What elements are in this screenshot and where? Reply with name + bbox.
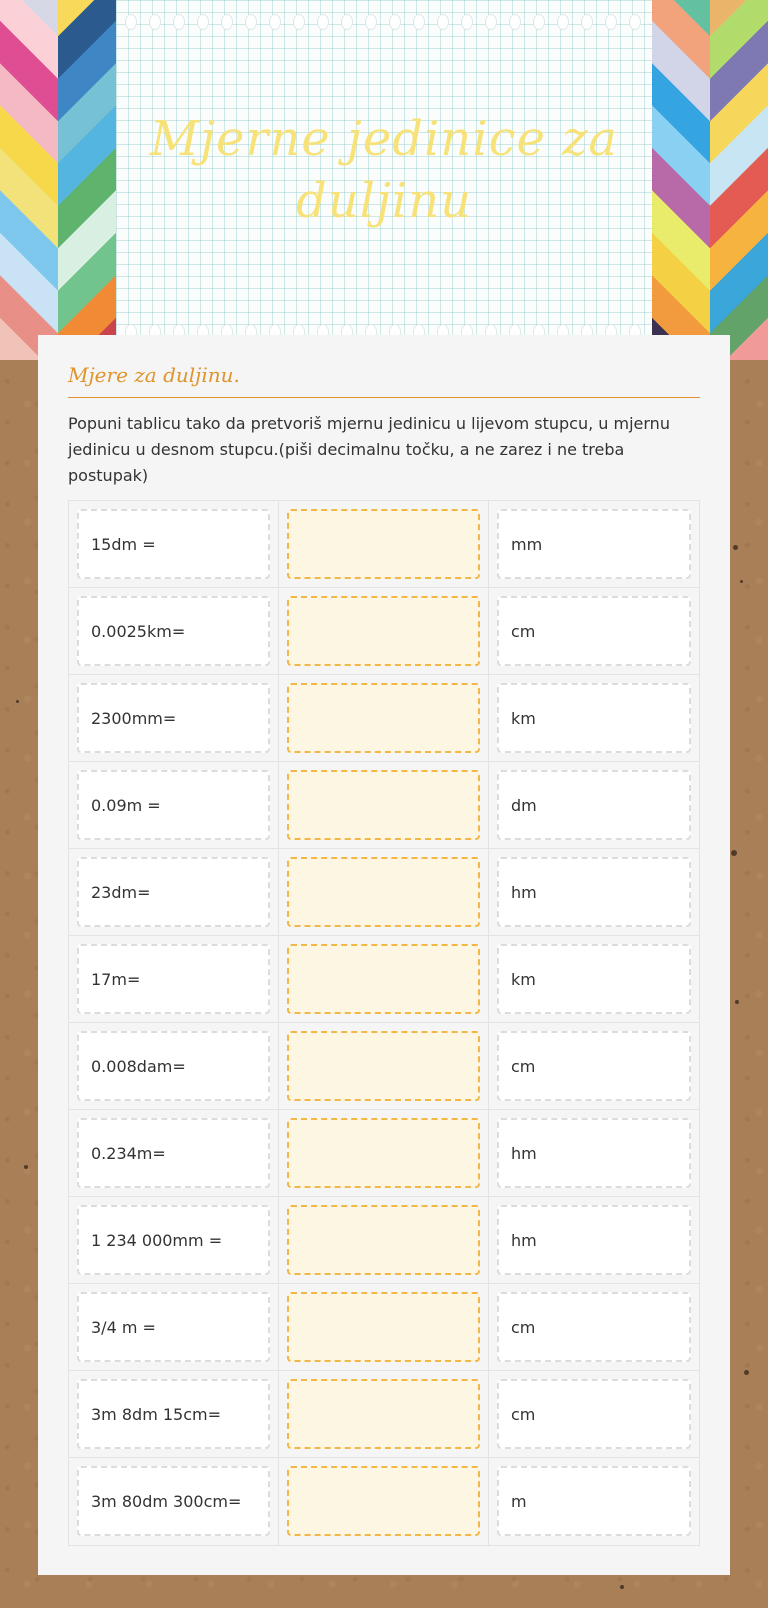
unit-cell: [489, 936, 699, 1022]
notebook-hole: [293, 14, 305, 30]
chevron-strip: [652, 0, 710, 360]
exercise-card: [38, 335, 730, 1575]
unit-cell: [489, 1110, 699, 1196]
question-cell: [69, 1371, 279, 1457]
question-cell: [69, 1110, 279, 1196]
answer-input[interactable]: [287, 683, 480, 753]
unit-cell: [489, 1284, 699, 1370]
question-cell: [69, 762, 279, 848]
unit-cell: [489, 675, 699, 761]
answer-input[interactable]: [287, 1466, 480, 1536]
question-text: 17m=: [77, 944, 270, 1014]
table-row: [69, 1458, 699, 1545]
answer-cell: [279, 936, 489, 1022]
question-text: 2300mm=: [77, 683, 270, 753]
question-text: 0.0025km=: [77, 596, 270, 666]
unit-text: m: [497, 1466, 691, 1536]
table-row: [69, 849, 699, 936]
speck: [744, 1370, 749, 1375]
answer-cell: [279, 762, 489, 848]
table-row: [69, 1197, 699, 1284]
notebook-hole: [149, 14, 161, 30]
chevron-strip: [58, 0, 116, 360]
chevron-strip: [710, 0, 768, 360]
unit-cell: [489, 588, 699, 674]
chevron-strip: [0, 0, 58, 360]
question-cell: [69, 501, 279, 587]
notebook-hole: [581, 14, 593, 30]
answer-cell: [279, 1371, 489, 1457]
answer-input[interactable]: [287, 1379, 480, 1449]
unit-text: dm: [497, 770, 691, 840]
question-text: 3m 8dm 15cm=: [77, 1379, 270, 1449]
worksheet-header: [0, 0, 768, 360]
table-row: [69, 501, 699, 588]
answer-cell: [279, 1023, 489, 1109]
notebook-hole: [461, 14, 473, 30]
answer-input[interactable]: [287, 1292, 480, 1362]
left-chevron-pattern: [0, 0, 116, 360]
notebook-hole: [389, 14, 401, 30]
question-cell: [69, 1023, 279, 1109]
unit-cell: [489, 1458, 699, 1545]
notebook-holes-top: [125, 14, 645, 30]
unit-text: cm: [497, 1031, 691, 1101]
notebook-hole: [125, 14, 137, 30]
table-row: [69, 1284, 699, 1371]
answer-input[interactable]: [287, 770, 480, 840]
question-text: 0.008dam=: [77, 1031, 270, 1101]
worksheet-title: Mjerne jedinice za duljinu: [149, 111, 619, 229]
answer-input[interactable]: [287, 1118, 480, 1188]
table-row: [69, 1023, 699, 1110]
notebook-hole: [245, 14, 257, 30]
conversion-table: [68, 500, 700, 1546]
notebook-hole: [197, 14, 209, 30]
question-text: 0.234m=: [77, 1118, 270, 1188]
answer-input[interactable]: [287, 857, 480, 927]
answer-cell: [279, 501, 489, 587]
question-cell: [69, 675, 279, 761]
unit-text: cm: [497, 1379, 691, 1449]
question-cell: [69, 1458, 279, 1545]
section-title: Mjere za duljinu.: [68, 363, 700, 398]
notebook-hole: [317, 14, 329, 30]
answer-input[interactable]: [287, 1031, 480, 1101]
unit-text: hm: [497, 857, 691, 927]
answer-input[interactable]: [287, 1205, 480, 1275]
unit-cell: [489, 849, 699, 935]
table-row: [69, 588, 699, 675]
notebook-hole: [533, 14, 545, 30]
notebook-hole: [221, 14, 233, 30]
question-text: 0.09m =: [77, 770, 270, 840]
answer-cell: [279, 1110, 489, 1196]
speck: [740, 580, 743, 583]
notebook-hole: [509, 14, 521, 30]
speck: [24, 1165, 28, 1169]
speck: [735, 1000, 739, 1004]
notebook-hole: [341, 14, 353, 30]
speck: [731, 850, 737, 856]
unit-cell: [489, 1197, 699, 1283]
table-row: [69, 1371, 699, 1458]
notebook-hole: [629, 14, 641, 30]
notebook-hole: [557, 14, 569, 30]
unit-cell: [489, 1371, 699, 1457]
unit-text: hm: [497, 1205, 691, 1275]
unit-cell: [489, 1023, 699, 1109]
speck: [620, 1585, 624, 1589]
answer-cell: [279, 1284, 489, 1370]
answer-cell: [279, 1197, 489, 1283]
unit-text: km: [497, 683, 691, 753]
answer-cell: [279, 1458, 489, 1545]
table-row: [69, 675, 699, 762]
question-text: 15dm =: [77, 509, 270, 579]
question-cell: [69, 849, 279, 935]
unit-text: km: [497, 944, 691, 1014]
question-text: 3/4 m =: [77, 1292, 270, 1362]
table-row: [69, 1110, 699, 1197]
notebook-hole: [485, 14, 497, 30]
question-text: 3m 80dm 300cm=: [77, 1466, 270, 1536]
answer-input[interactable]: [287, 509, 480, 579]
unit-text: mm: [497, 509, 691, 579]
unit-cell: [489, 762, 699, 848]
question-text: 23dm=: [77, 857, 270, 927]
notebook-hole: [413, 14, 425, 30]
unit-text: cm: [497, 1292, 691, 1362]
table-row: [69, 762, 699, 849]
instructions-text: Popuni tablicu tako da pretvoriš mjernu jedinicu u lijevom stupcu, u mjernu jedinicu u desnom stupcu.(piši decimalnu točku, a ne zarez i ne treba postupak): [68, 414, 670, 485]
question-cell: [69, 936, 279, 1022]
answer-cell: [279, 588, 489, 674]
notebook-hole: [437, 14, 449, 30]
right-chevron-pattern: [652, 0, 768, 360]
question-cell: [69, 588, 279, 674]
table-row: [69, 936, 699, 1023]
unit-text: cm: [497, 596, 691, 666]
answer-input[interactable]: [287, 944, 480, 1014]
notebook-hole: [269, 14, 281, 30]
notebook-hole: [605, 14, 617, 30]
notebook-hole: [173, 14, 185, 30]
answer-cell: [279, 675, 489, 761]
speck: [16, 700, 19, 703]
notebook-hole: [365, 14, 377, 30]
answer-cell: [279, 849, 489, 935]
answer-input[interactable]: [287, 596, 480, 666]
question-cell: [69, 1284, 279, 1370]
unit-text: hm: [497, 1118, 691, 1188]
unit-cell: [489, 501, 699, 587]
speck: [733, 545, 738, 550]
question-text: 1 234 000mm =: [77, 1205, 270, 1275]
question-cell: [69, 1197, 279, 1283]
